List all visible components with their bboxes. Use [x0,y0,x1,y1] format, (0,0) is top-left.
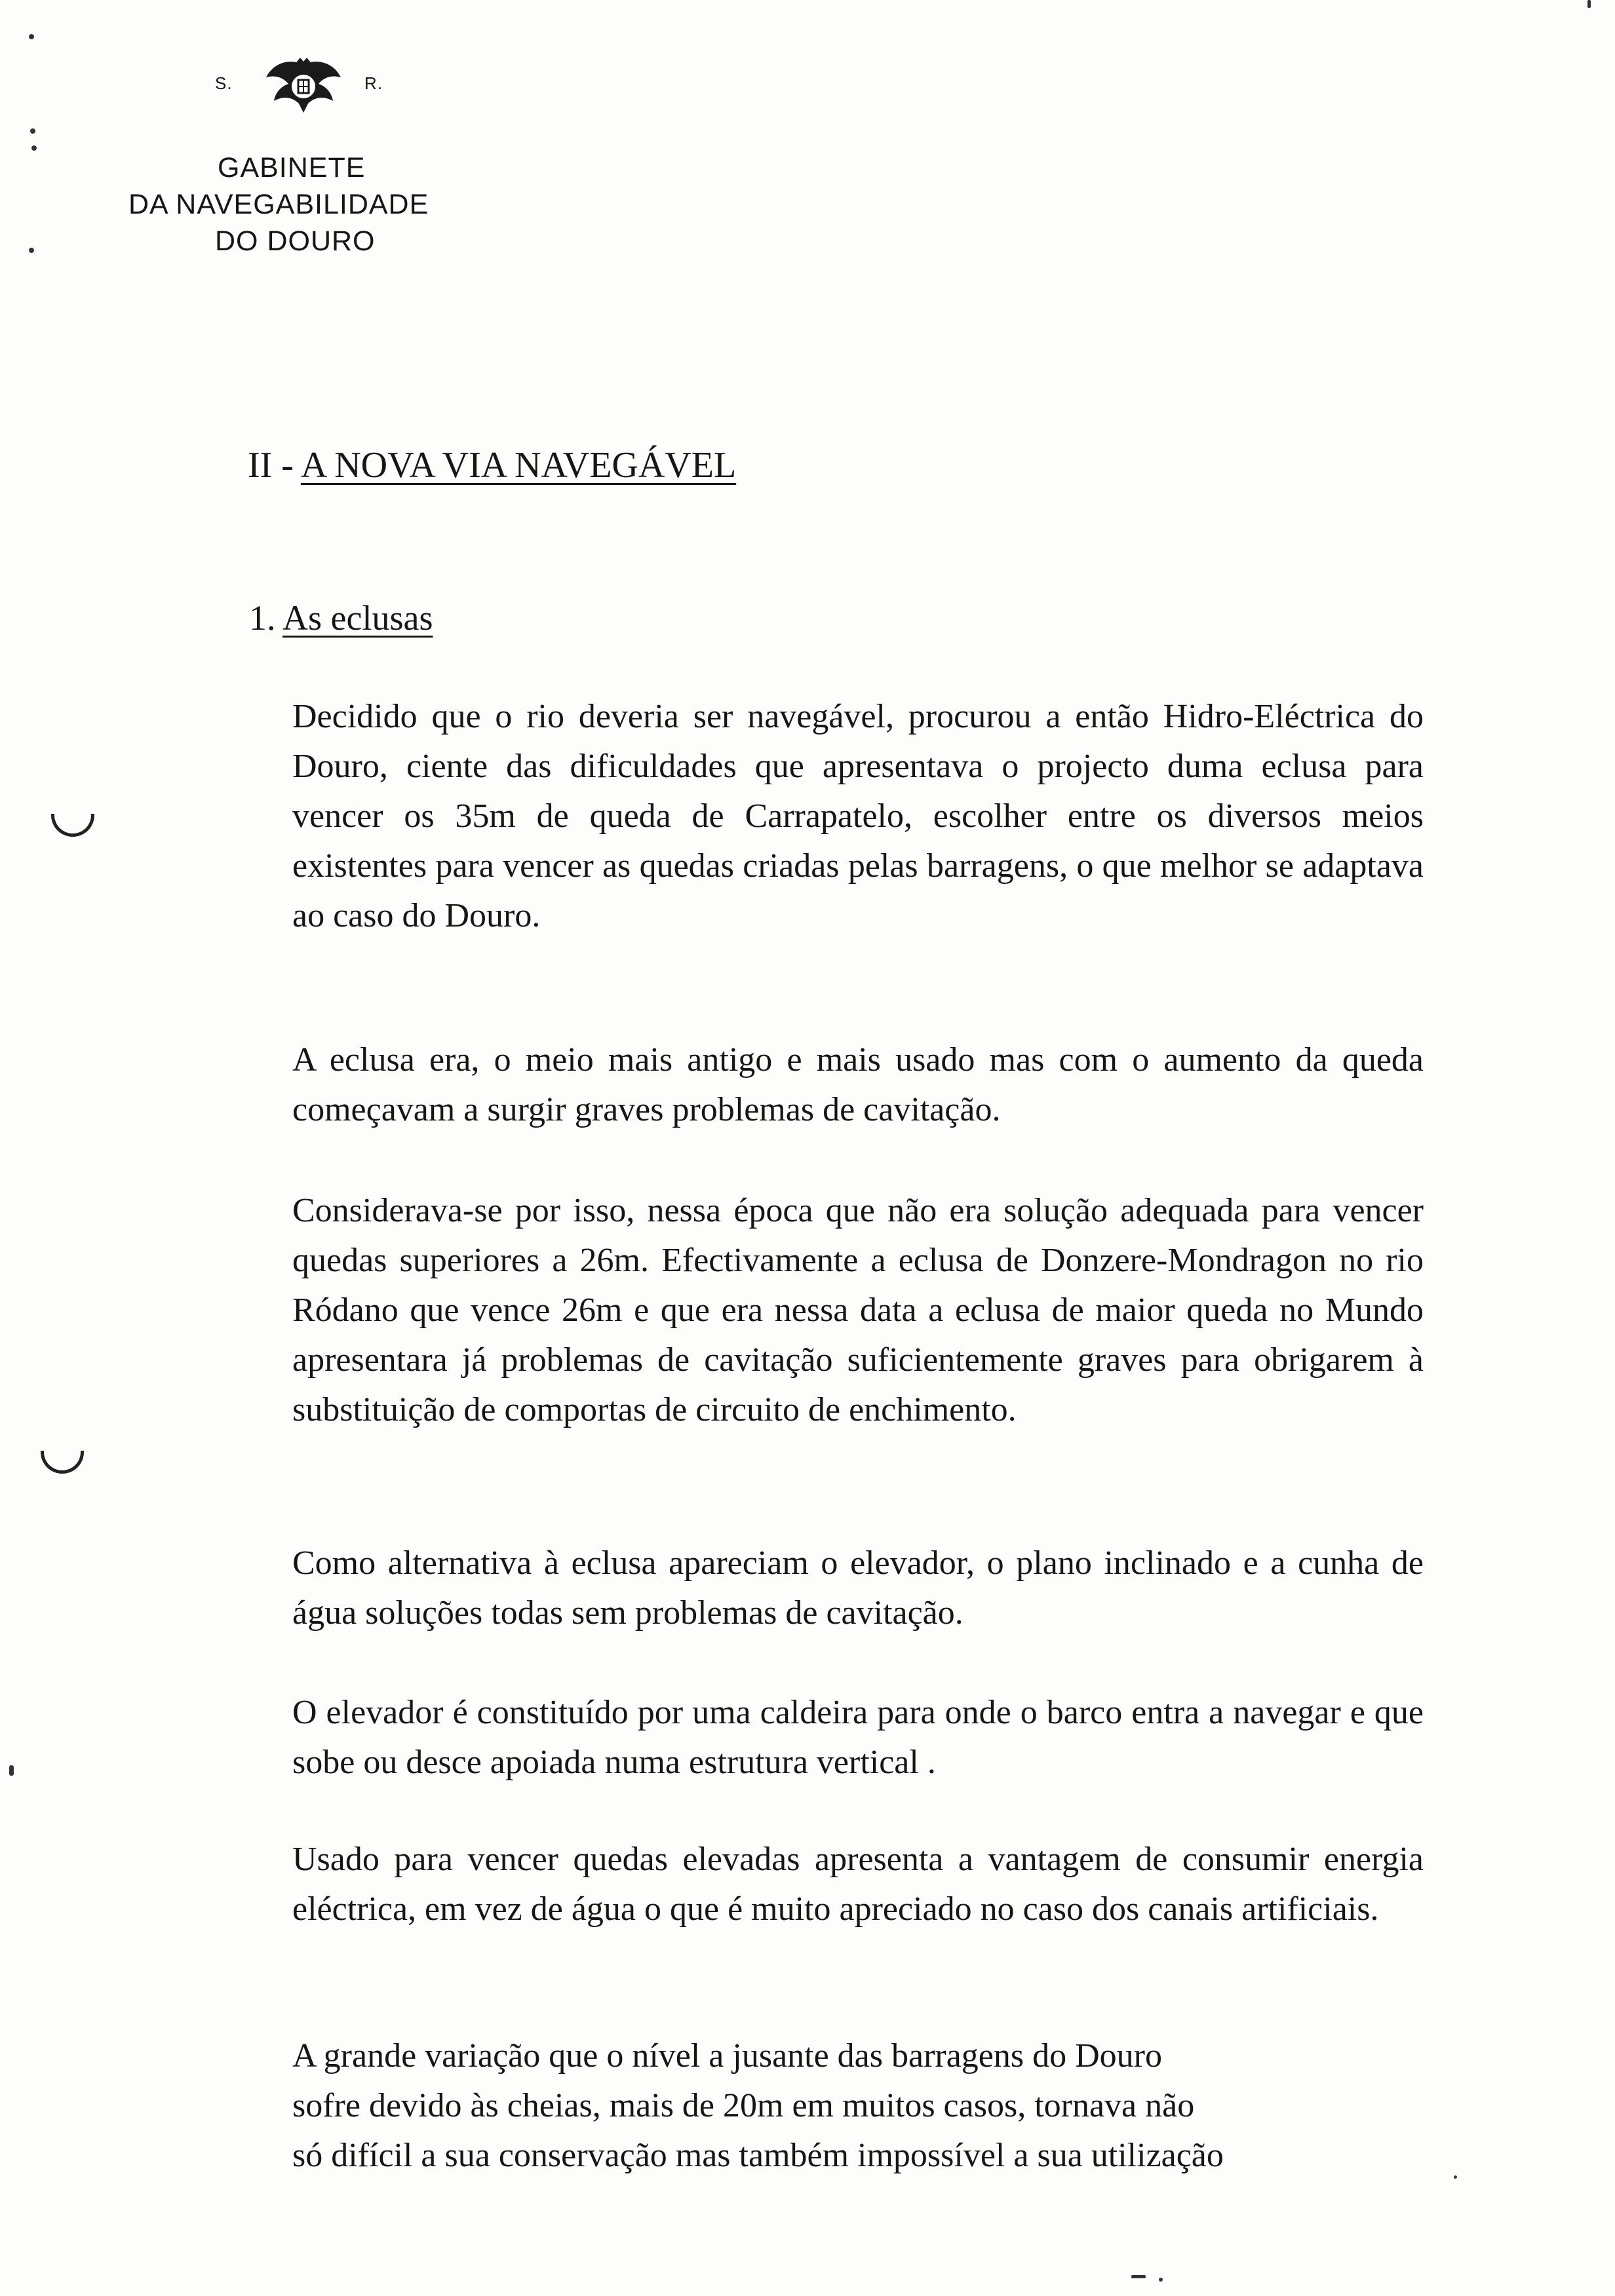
paragraph-4 [292,1539,1424,1638]
paragraph-2 [292,1035,1424,1135]
section-heading [249,598,433,638]
scan-speck [1131,2275,1146,2278]
letterhead-initial-r: R. [364,73,383,93]
chapter-title: A NOVA VIA NAVEGÁVEL [300,445,737,486]
paragraph-text: O elevador é constituído por uma caldeira para onde o barco entra a navegar e que sobe ou desce apoiada numa estrutura vertical . [292,1694,1424,1781]
paragraph-text: Considerava-se por isso, nessa época que não era solução adequada para vencer quedas superiores a 26m. Efectivamente a eclusa de Donzere-Mondragon no rio Ródano que vence 26m e que era nessa data a eclusa de maior queda no Mundo apresentara já problemas de cavitação suficientemente graves para obrigarem à substituição de comportas de circuito de enchimento. [292,1192,1424,1428]
paragraph-6 [292,1835,1424,1934]
paragraph-1 [292,692,1424,941]
section-number: 1. [249,598,283,638]
punch-hole-mark [51,814,94,837]
paragraph-text: A eclusa era, o meio mais antigo e mais usado mas com o aumento da queda começavam a surgir graves problemas de cavitação. [292,1041,1424,1128]
punch-hole-mark [41,1451,84,1474]
paragraph-line: sofre devido às cheias, mais de 20m em muitos casos, tornava não [292,2087,1195,2124]
scan-speck [29,34,34,39]
office-name-line-2: DA NAVEGABILIDADE [128,189,429,220]
letterhead-initial-s: S. [215,73,233,93]
paragraph-5 [292,1688,1424,1788]
scan-speck [1587,0,1591,8]
office-name-line-3: DO DOURO [215,225,376,257]
chapter-heading [248,444,736,486]
scan-speck [1454,2175,1457,2179]
paragraph-text: Como alternativa à eclusa apareciam o elevador, o plano inclinado e a cunha de água soluções todas sem problemas de cavitação. [292,1544,1424,1632]
paragraph-3 [292,1186,1424,1435]
office-name-line-1: GABINETE [218,152,366,183]
scan-speck [1159,2278,1163,2282]
scan-speck [29,248,34,253]
paragraph-7 [292,2031,1424,2181]
coat-of-arms-emblem-icon [261,58,346,117]
scan-speck [31,145,37,151]
section-title: As eclusas [282,598,433,638]
letterhead-emblem-block [215,58,399,110]
paragraph-text: Usado para vencer quedas elevadas apresenta a vantagem de consumir energia eléctrica, em vez de água o que é muito apreciado no caso dos canais artificiais. [292,1841,1424,1928]
paragraph-text: Decidido que o rio deveria ser navegável, procurou a então Hidro-Eléctrica do Douro, ciente das dificuldades que apresentava o projecto duma eclusa para vencer os 35m de queda de Carrapatelo, escolher entre os diversos meios existentes para vencer as quedas criadas pelas barragens, o que melhor se adaptava ao caso do Douro. [292,698,1424,934]
scan-speck [9,1765,14,1776]
chapter-number: II - [248,445,301,486]
paragraph-line: A grande variação que o nível a jusante das barragens do Douro [292,2037,1162,2075]
paragraph-line: só difícil a sua conservação mas também impossível a sua utilização [292,2137,1224,2174]
scan-speck [30,128,35,134]
